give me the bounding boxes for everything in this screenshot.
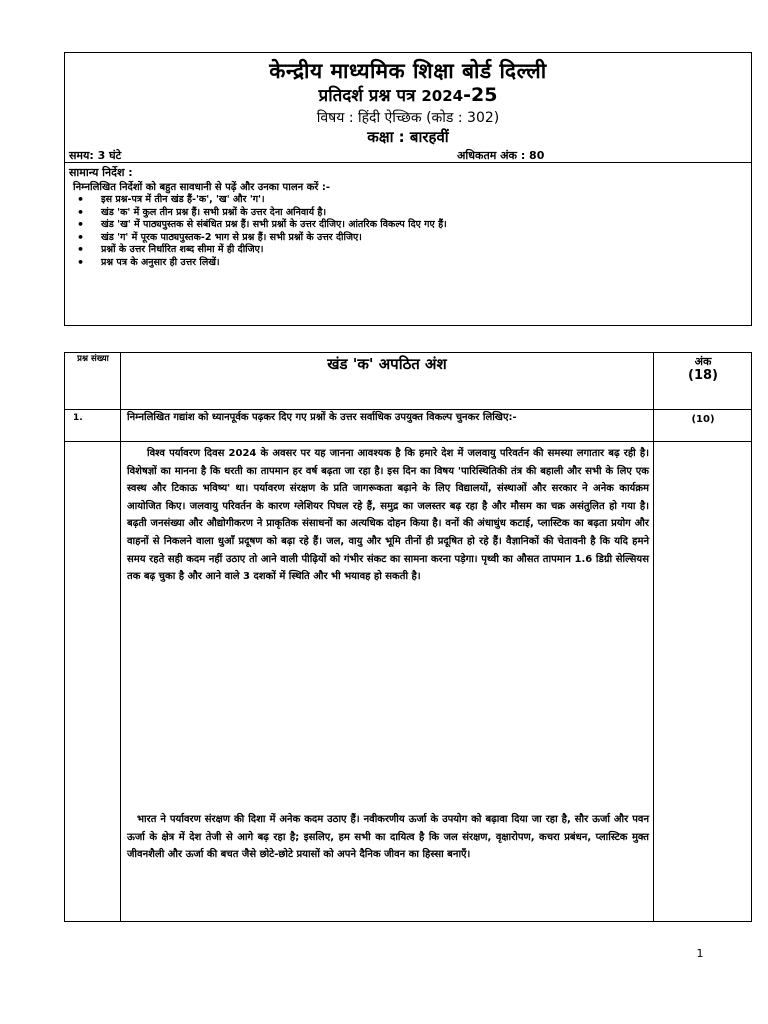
section-a-header: खंड 'क' अपठित अंश <box>327 355 447 373</box>
instruction-item: • प्रश्न पत्र के अनुसार ही उत्तर लिखें। <box>101 257 751 270</box>
row-divider <box>65 409 751 410</box>
question-table <box>64 352 752 922</box>
paper-header-box <box>64 52 752 326</box>
question-marks: (10) <box>691 414 715 425</box>
instruction-item: • प्रश्नों के उत्तर निर्धारित शब्द सीमा में ही दीजिए। <box>101 244 751 257</box>
session-year <box>421 84 498 106</box>
question-number-header: प्रश्न संख्या <box>77 354 109 364</box>
subject-line: विषय : हिंदी ऐच्छिक (कोड : 302) <box>316 110 500 126</box>
paper-title-text: प्रतिदर्श प्रश्न पत्र <box>318 86 416 106</box>
instructions-intro: निम्नलिखित निर्देशों को बहुत सावधानी से पढ़ें और उनका पालन करें :- <box>73 182 331 193</box>
instruction-item: • इस प्रश्न-पत्र में तीन खंड हैं-'क', 'ख' और 'ग'। <box>101 194 751 207</box>
marks-header <box>655 355 751 383</box>
instruction-item: • खंड 'क' में कुल तीन प्रश्न हैं। सभी प्रश्नों के उत्तर देना अनिवार्य है। <box>101 207 751 220</box>
page-number: 1 <box>696 947 704 960</box>
time-allowed: समय: 3 घंटे <box>69 149 122 162</box>
instruction-item: • खंड 'ख' में पाठ्यपुस्तक से संबंधित प्रश्न हैं। सभी प्रश्नों के उत्तर दीजिए। आंतरिक विकल्प दिए गए हैं। <box>101 219 751 232</box>
marks-header-value: (18) <box>688 368 718 383</box>
session-year-start: 2024 <box>421 87 464 105</box>
passage-paragraph-2: भारत ने पर्यावरण संरक्षण की दिशा में अनेक कदम उठाए हैं। नवीकरणीय ऊर्जा के उपयोग को बढ़ावा दिया जा रहा है, सौर ऊर्जा और पवन ऊर्जा के क्षेत्र में देश तेजी से आगे बढ़ रहा है; इसलिए, हम सभी का दायित्व है कि जल संरक्षण, वृक्षारोपण, कचरा प्रबंधन, प्लास्टिक मुक्त जीवनशैली और ऊर्जा की बचत जैसे छोटे-छोटे प्रयासों को अपने दैनिक जीवन का हिस्सा बनाएँ। <box>127 814 649 861</box>
maximum-marks: अधिकतम अंक : 80 <box>457 149 545 162</box>
instruction-item: • खंड 'ग' में पूरक पाठ्यपुस्तक-2 भाग से प्रश्न हैं। सभी प्रश्नों के उत्तर दीजिए। <box>101 232 751 245</box>
paper-title <box>65 83 751 106</box>
marks-header-label: अंक <box>694 355 712 368</box>
question-number: 1. <box>73 413 83 423</box>
row-divider <box>65 441 751 442</box>
instructions-list <box>65 194 751 269</box>
column-divider <box>120 353 121 921</box>
column-divider <box>653 353 654 921</box>
session-year-end: -25 <box>463 84 498 106</box>
board-title: केन्द्रीय माध्यमिक शिक्षा बोर्ड दिल्ली <box>269 59 547 83</box>
passage-paragraph-1: विश्व पर्यावरण दिवस 2024 के अवसर पर यह जानना आवश्यक है कि हमारे देश में जलवायु परिवर्तन की समस्या लगातार बढ़ रही है। विशेषज्ञों का मानना है कि धरती का तापमान हर वर्ष बढ़ता जा रहा है। इस दिन का विषय 'पारिस्थितिकी तंत्र की बहाली और सभी के लिए एक स्वस्थ और टिकाऊ भविष्य' था। पर्यावरण संरक्षण के प्रति जागरूकता बढ़ाने के लिए विद्यालयों, संस्थाओं और सरकार ने अनेक कार्यक्रम आयोजित किए। जलवायु परिवर्तन के कारण ग्लेशियर पिघल रहे हैं, समुद्र का जलस्तर बढ़ रहा है और मौसम का चक्र असंतुलित हो गया है। बढ़ती जनसंख्या और औद्योगीकरण ने प्राकृतिक संसाधनों का अत्यधिक दोहन किया है। वनों की अंधाधुंध कटाई, प्लास्टिक का बढ़ता प्रयोग और वाहनों से निकलने वाला धुआँ प्रदूषण को बढ़ा रहे हैं। जल, वायु और भूमि तीनों ही प्रदूषित हो रहे हैं। वैज्ञानिकों की चेतावनी है कि यदि हमने समय रहते सही कदम नहीं उठाए तो आने वाली पीढ़ियों को गंभीर संकट का सामना करना पड़ेगा। पृथ्वी का औसत तापमान 1.6 डिग्री सेल्सियस तक बढ़ चुका है और आने वाले 3 दशकों में स्थिति और भी भयावह हो सकती है। <box>127 448 649 583</box>
header-title-block <box>65 53 751 163</box>
instructions-title: सामान्य निर्देश : <box>69 166 133 179</box>
class-line: कक्षा : बारहवीं <box>367 128 449 146</box>
question-text: निम्नलिखित गद्यांश को ध्यानपूर्वक पढ़कर दिए गए प्रश्नों के उत्तर सर्वाधिक उपयुक्त विकल्प चुनकर लिखिए:- <box>127 412 517 423</box>
